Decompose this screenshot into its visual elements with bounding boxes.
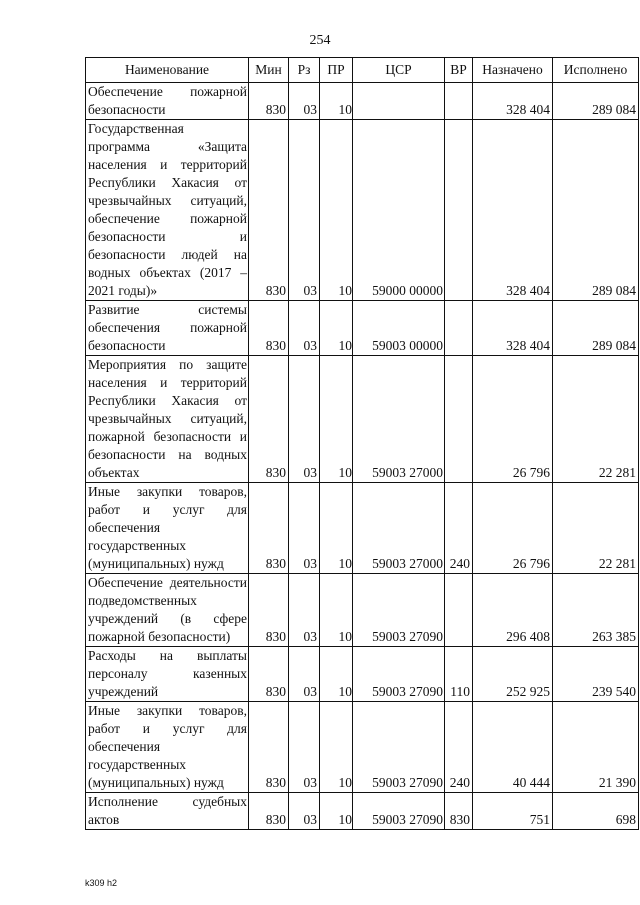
row-vr: 830 bbox=[445, 793, 473, 830]
row-executed: 21 390 bbox=[553, 702, 639, 793]
row-rz: 03 bbox=[289, 83, 320, 120]
row-csr: 59003 00000 bbox=[353, 301, 445, 356]
table-row bbox=[86, 647, 639, 702]
row-pr: 10 bbox=[320, 702, 353, 793]
row-assigned: 26 796 bbox=[473, 483, 553, 574]
row-pr: 10 bbox=[320, 83, 353, 120]
row-min: 830 bbox=[249, 483, 289, 574]
table-row bbox=[86, 702, 639, 793]
row-executed: 289 084 bbox=[553, 120, 639, 301]
row-name: Мероприятия по защите населения и территорий Республики Хакасия от чрезвычайных ситуаций, пожарной безопасности и безопасности на водных объектах bbox=[86, 356, 249, 483]
row-assigned: 296 408 bbox=[473, 574, 553, 647]
table-row bbox=[86, 793, 639, 830]
row-pr: 10 bbox=[320, 483, 353, 574]
row-min: 830 bbox=[249, 702, 289, 793]
row-assigned: 252 925 bbox=[473, 647, 553, 702]
footer-code: k309 h2 bbox=[85, 878, 118, 888]
row-rz: 03 bbox=[289, 574, 320, 647]
header-min: Мин bbox=[249, 58, 289, 83]
row-csr: 59003 27090 bbox=[353, 647, 445, 702]
table-row bbox=[86, 574, 639, 647]
row-vr bbox=[445, 301, 473, 356]
row-executed: 289 084 bbox=[553, 301, 639, 356]
row-rz: 03 bbox=[289, 483, 320, 574]
row-name: Государственная программа «Защита населения и территорий Республики Хакасия от чрезвычайных ситуаций, обеспечение пожарной безопасности и безопасности людей на водных объектах (2017 – 2021 годы)» bbox=[86, 120, 249, 301]
budget-table bbox=[85, 57, 639, 830]
table-row bbox=[86, 483, 639, 574]
row-pr: 10 bbox=[320, 356, 353, 483]
row-pr: 10 bbox=[320, 647, 353, 702]
row-min: 830 bbox=[249, 356, 289, 483]
row-vr: 240 bbox=[445, 483, 473, 574]
row-pr: 10 bbox=[320, 574, 353, 647]
row-min: 830 bbox=[249, 793, 289, 830]
row-min: 830 bbox=[249, 647, 289, 702]
row-pr: 10 bbox=[320, 793, 353, 830]
row-name: Иные закупки товаров, работ и услуг для обеспечения государственных (муниципальных) нужд bbox=[86, 702, 249, 793]
header-rz: Рз bbox=[289, 58, 320, 83]
row-name: Обеспечение деятельности подведомственных учреждений (в сфере пожарной безопасности) bbox=[86, 574, 249, 647]
row-name: Исполнение судебных актов bbox=[86, 793, 249, 830]
table-header-row bbox=[86, 58, 639, 83]
row-csr: 59003 27090 bbox=[353, 574, 445, 647]
row-csr: 59003 27090 bbox=[353, 702, 445, 793]
row-executed: 239 540 bbox=[553, 647, 639, 702]
row-vr bbox=[445, 83, 473, 120]
row-csr: 59000 00000 bbox=[353, 120, 445, 301]
row-rz: 03 bbox=[289, 301, 320, 356]
row-rz: 03 bbox=[289, 702, 320, 793]
header-pr: ПР bbox=[320, 58, 353, 83]
row-name: Расходы на выплаты персоналу казенных учреждений bbox=[86, 647, 249, 702]
row-assigned: 40 444 bbox=[473, 702, 553, 793]
row-csr: 59003 27090 bbox=[353, 793, 445, 830]
table-row bbox=[86, 83, 639, 120]
row-assigned: 26 796 bbox=[473, 356, 553, 483]
table-row bbox=[86, 356, 639, 483]
row-name: Обеспечение пожарной безопасности bbox=[86, 83, 249, 120]
header-executed: Исполнено bbox=[553, 58, 639, 83]
page-number: 254 bbox=[309, 33, 331, 48]
row-min: 830 bbox=[249, 83, 289, 120]
row-assigned: 328 404 bbox=[473, 301, 553, 356]
row-csr bbox=[353, 83, 445, 120]
row-vr: 110 bbox=[445, 647, 473, 702]
row-rz: 03 bbox=[289, 793, 320, 830]
row-executed: 263 385 bbox=[553, 574, 639, 647]
header-name: Наименование bbox=[86, 58, 249, 83]
row-assigned: 328 404 bbox=[473, 83, 553, 120]
row-name: Развитие системы обеспечения пожарной безопасности bbox=[86, 301, 249, 356]
row-executed: 289 084 bbox=[553, 83, 639, 120]
row-executed: 22 281 bbox=[553, 483, 639, 574]
row-assigned: 751 bbox=[473, 793, 553, 830]
row-vr bbox=[445, 356, 473, 483]
row-min: 830 bbox=[249, 301, 289, 356]
row-pr: 10 bbox=[320, 120, 353, 301]
row-csr: 59003 27000 bbox=[353, 356, 445, 483]
row-vr: 240 bbox=[445, 702, 473, 793]
row-min: 830 bbox=[249, 574, 289, 647]
row-min: 830 bbox=[249, 120, 289, 301]
table-row bbox=[86, 120, 639, 301]
row-executed: 22 281 bbox=[553, 356, 639, 483]
header-vr: ВР bbox=[445, 58, 473, 83]
header-assigned: Назначено bbox=[473, 58, 553, 83]
row-assigned: 328 404 bbox=[473, 120, 553, 301]
row-pr: 10 bbox=[320, 301, 353, 356]
row-rz: 03 bbox=[289, 356, 320, 483]
table-row bbox=[86, 301, 639, 356]
row-rz: 03 bbox=[289, 120, 320, 301]
row-rz: 03 bbox=[289, 647, 320, 702]
row-name: Иные закупки товаров, работ и услуг для обеспечения государственных (муниципальных) нужд bbox=[86, 483, 249, 574]
header-csr: ЦСР bbox=[353, 58, 445, 83]
row-csr: 59003 27000 bbox=[353, 483, 445, 574]
row-vr bbox=[445, 120, 473, 301]
row-executed: 698 bbox=[553, 793, 639, 830]
row-vr bbox=[445, 574, 473, 647]
